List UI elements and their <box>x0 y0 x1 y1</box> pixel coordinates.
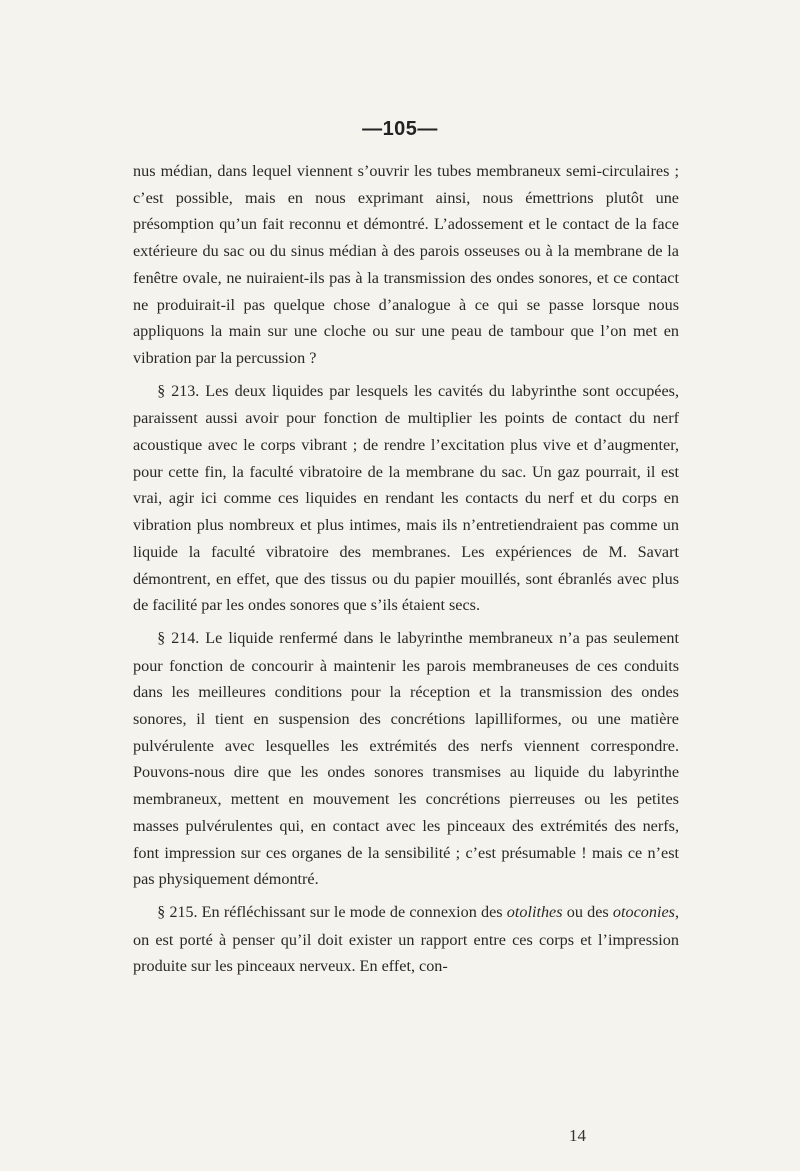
page-number: —105— <box>362 118 438 140</box>
term-otoconies: otoconies <box>612 902 675 921</box>
section-number: § 215. <box>157 903 198 921</box>
paragraph-214 <box>133 625 679 893</box>
section-number: § 214. <box>157 629 200 647</box>
paragraph-text: Les deux liquides par lesquels les cavités du labyrinthe sont occupées, paraissent aussi avoir pour fonction de multiplier les points de contact du nerf acoustique avec le corps vibrant ; de rendre l’excitation plus vive et d’augmenter, pour cette fin, la faculté vibratoire de la membrane du sac. Un gaz pourrait, il est vrai, agir ici comme ces liquides en rendant les contacts du nerf et du corps en vibration plus nombreux et plus intimes, mais ils n’entretiendraient pas comme un liquide la faculté vibratoire des membranes. Les expériences de M. Savart démontrent, en effet, que des tissus ou du papier mouillés, sont ébranlés avec plus de facilité par les ondes sonores que s’ils étaient secs. <box>133 381 680 615</box>
paragraph-text: Le liquide renfermé dans le labyrinthe membraneux n’a pas seulement pour fonction de concourir à maintenir les parois membraneuses de ces conduits dans les meilleures conditions pour la réception et la transmission des ondes sonores, il tient en suspension des concrétions lapilliformes, ou une matière pulvérulente avec lesquelles les extrémités des nerfs viennent correspondre. Pouvons-nous dire que les ondes sonores transmises au liquide du labyrinthe membraneux, mettent en mouvement les concrétions pierreuses ou les petites masses pulvérulentes qui, en contact avec les pinceaux des extrémités des nerfs, font impression sur ces organes de la sensibilité ; c’est présumable ! mais ce n’est pas physiquement démontré. <box>133 628 679 889</box>
signature-mark: 14 <box>569 1126 586 1145</box>
paragraph-text: ou des <box>566 902 609 921</box>
paragraph-text: , on est porté à penser qu’il doit exister un rapport entre ces corps et l’impression produite sur les pinceaux nerveux. En effet, con- <box>133 902 680 976</box>
paragraph-1 <box>133 158 679 372</box>
paragraph-215 <box>133 899 679 980</box>
body-text <box>133 158 679 980</box>
term-otolithes: otolithes <box>506 902 563 921</box>
paragraph-text: nus médian, dans lequel viennent s’ouvrir les tubes membraneux semi-circulaires ; c’est possible, mais en nous exprimant ainsi, nous émettrions plutôt une présomption qu’un fait reconnu et démontré. L’adossement et le contact de la face extérieure du sac ou du sinus médian à des parois osseuses ou à la membrane de la fenêtre ovale, ne nuiraient-ils pas à la transmission des ondes sonores, et ce contact ne produirait-il pas quelque chose d’analogue à ce qui se passe lorsque nous appliquons la main sur une cloche ou sur une peau de tambour que l’on met en vibration par la percussion ? <box>133 162 679 367</box>
paragraph-213 <box>133 378 679 619</box>
paragraph-text: En réfléchissant sur le mode de connexion des <box>201 902 503 921</box>
section-number: § 213. <box>157 382 200 400</box>
